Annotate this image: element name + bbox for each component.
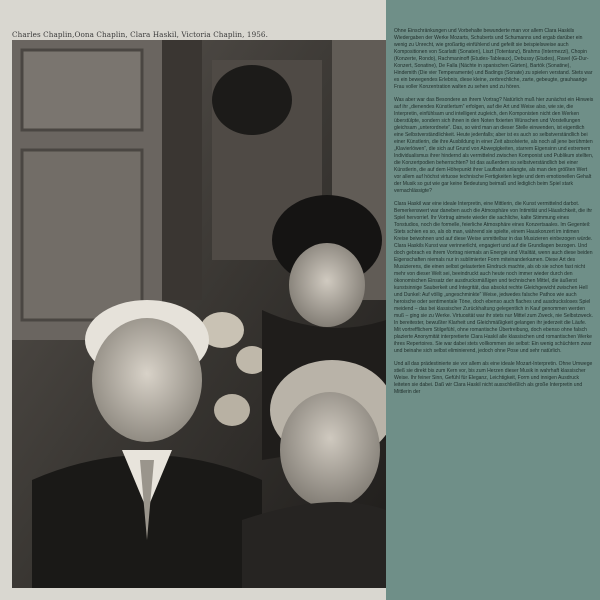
photo-illustration bbox=[12, 40, 386, 588]
article-text bbox=[394, 28, 594, 402]
text-panel bbox=[386, 0, 600, 600]
paragraph: Was aber war das Besondere an ihrem Vortrag? Natürlich muß hier zunächst ein Hinweis auf ihr „dienendes Künstlertum“ erfolgen, auf die Art und Weise also, wie sie, die Interpretin, einfühlsam und intelligent zugleich, den Komponisten nicht den Werken überstülpte, sondern sich ihnen in den Noten fixierten Wünschen und Vorstellungen gleichsam „unterordnete“. Das, so wird man an dieser Stelle einwenden, ist eigentlich eine Selbstverständlichkeit. Heute jedenfalls; aber ist es auch so selbstverständlich bei einer Künstlerin, die ihre Ausbildung in einer Zeit absolvierte, als noch all jene berühmten „Klavierlöwen“, die sich auf Grund von Abwegigkeiten, starrem Eigensinn und extremem Individualismus ihrer hindernd als vermittelnd zwischen Komponist und Publikum stellten, die Konzertpodien beherrschten? Ist das außerdem so selbstverständlich bei einer Künstlerin, die auf dem Höhepunkt ihrer Laufbahn anlangte, als man den größten Wert vor allem auf höchst virtuose technische Fertigkeiten legte und dem emotionellen Gehalt der Musik so gut wie gar keine Bedeutung beimaß und lediglich beim Spiel stark vernachlässigte? bbox=[394, 97, 594, 194]
paragraph: Ohne Einschränkungen und Vorbehalte bewunderte man vor allem Clara Haskils Wiedergaben der Werke Mozarts, Schuberts und Schumanns und ergab darüber ein wenig zu Unrecht, wie großartig einfühlend und gefeilt sie beispielsweise auch Kompositionen von Scarlatti (Sonaten), Liszt (Totentanz), Brahms (Intermezzi), Chopin (Konzerte, Rondo), Rachmaninoff (Etudes-Tableaux), Debussy (Etudes), Ravel (G-Dur-Konzert, Sonatine), De Falla (Nächte in spanischen Gärten), Bartók (Sonatine), Hindemith (Die vier Temperamente) und Badings (Sonate) zu spielen verstand. Stets war es ein bewegendes Erlebnis, diese kleine, zerbrechliche, zarte, gebeugte, grauhaarige Frau voller Konzentration walten zu sehen und zu hören. bbox=[394, 28, 593, 90]
paragraph: Clara Haskil war eine ideale Interpretin, eine Mittlerin, die Kunst vermittelnd darbot. Bemerkenswert war daneben auch die Atmosphäre von Intimität und Häuslichkeit, die ihr Spiel hervorrief. Ihr Vortrag atmete wieder die sachliche, kalte Stimmung eines Tonstudios, noch die formelle, feierliche Atmosphäre eines Konzertsaales. Im Gegenteil: Stets schien es so, als ob man, während sie spielte, einem Hauskonzert im intimen Kreise beiwohnen und auf diese Weise unmittelbar in das Musizieren einbezogen würde. Clara Haskils Kunst war verinnerlicht, engagiert und auf die Grundlagen bezogen. Und doch gebrach es ihrem Vortrag niemals an Energie und Vitalität, wenn auch diese beiden Eigenschaften niemals nur in sublimierter Form miteinanderkamen. Diese Art des Musizierens, die einen selbst gelauterten Eindruck machte, als ob sie schon fast nicht mehr von dieser Welt sei, beeindruckt auch heute noch immer wieder durch den ökonomischen Einsatz der ausdrucksmäßigen und technischen Mittel, die äußerst kunstsinnige Sauberkeit und Integrität, das absolut rechte Gleichgewicht zwischen Hell und Dunkel: Auf völlig „ungeschminkte“ Weise, jedwedes falsche Pathos wie auch heroische oder sentimentale Töne, doch ebenso auch flaches und ausdrucksloses Spiel meidend – das bei klassischer Zurückhaltung gelegentlich in Kauf genommen werden muß – ging sie zu Werke. Virtuosität war ihr stets nur Mittel zum Zweck, nie Selbstzweck. In bereitester, bewußter Klarheit und Gleichmäßigkeit gelangen ihr jederzeit die Läufe. Mit vortrefflichem Stilgefühl, ohne romantische Übertreibung, doch ebenso ohne falsch plazierte Anonymität interpretierte Clara Haskil alle klassischen und romantischen Werke ihres Repertoires. Sie war dabei stets vollkommen sie selbst: Ein wenig schüchtern zwar und beinahe sich selbst eliminierend, jedoch ohne Pose und sehr natürlich. bbox=[394, 201, 593, 354]
photo-caption: Charles Chaplin,Oona Chaplin, Clara Haskil, Victoria Chaplin, 1956. bbox=[12, 30, 268, 39]
paragraph: Und all das prädestinierte sie vor allem als eine ideale Mozart-Interpretin. Ohne Umwege stieß sie direkt bis zum Kern vor, bis zum Herzen dieser Musik in wahrhaft klassischer Weise. Ihr feiner Sinn, Gefühl für Eleganz, Leichtigkeit, Form und innigen Ausdruck leiteten sie dabei. Daß wir Clara Haskil nicht ausschließlich als große Interpretin und Mittlerin der bbox=[394, 361, 593, 395]
photograph bbox=[12, 40, 386, 588]
